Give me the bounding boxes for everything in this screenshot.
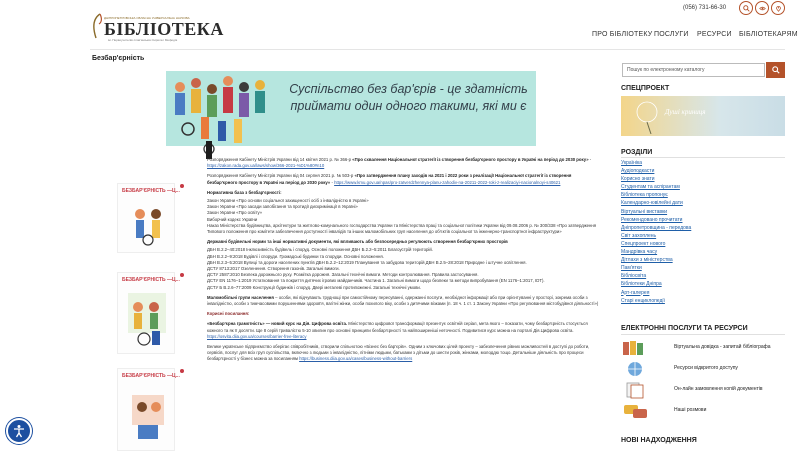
decree-2-text: Розпорядження Кабінету Міністрів України від 04 серпня 2021 р. № 503-р: [207, 173, 355, 179]
infographic-1[interactable]: [117, 183, 180, 253]
norm-item: ДБН В.2.3–5:2018 Вулиці та дороги населених пунктів ДБН Б.2.2–12:2019 Планування та забудова територій ДБН В.2.5–28:2018 Природне і штучне освітлення.: [207, 259, 527, 265]
eservice-item[interactable]: [621, 338, 785, 358]
norm-item: ДСТУ 8713:2017 Озеленення. Створення газонів. Загальні вимоги.: [207, 266, 340, 272]
search-icon: [772, 66, 780, 74]
special-project-caption: Душі криниця: [665, 108, 706, 116]
logo-small-text: ДНІПРОПЕТРОВСЬКА ОБЛАСНА УНІВЕРСАЛЬНА НАУКОВА: [104, 16, 190, 20]
infographic-1-illustration: [128, 200, 168, 250]
accessibility-icon: [12, 424, 26, 438]
law-list: [207, 198, 602, 235]
marker-dot: [180, 184, 184, 188]
decree-2-link[interactable]: https://www.kmu.gov.ua/npas/pro-zatverdzhennya-planu-zahodiv-na-20211-2022-roki-z-realizaciyi-nacionalnoyi-s40621: [334, 179, 561, 185]
section-link[interactable]: Україніка: [621, 160, 643, 166]
dandelion-illustration: [625, 98, 675, 134]
sections-divider: [621, 157, 785, 158]
section-link[interactable]: Бібліотеки Дніпра: [621, 281, 662, 288]
law-item: Закон України «Про засади запобігання та протидії дискримінації в Україні»: [207, 204, 358, 210]
section-link[interactable]: Віртуальні виставки: [621, 208, 668, 215]
eservice-item[interactable]: [621, 380, 785, 400]
nav-resources[interactable]: РЕСУРСИ: [697, 31, 732, 38]
norm-item: ДСТУ EN 1176–1:2019 Устатковання та покриття дитячих ігрових майданчиків. Частина 1. Загальні вимоги щодо безпеки та методи випробування (EN 1176–1:2017, IDT).: [207, 278, 545, 284]
hero-banner: [166, 71, 536, 146]
infographic-3-caption: БЕЗБАР'ЄРНІСТЬ —Ц...: [122, 373, 180, 379]
heading-building-norms: Державні будівельні норми та інші нормативні документи, які впливають або безпосередньо регулюють створення безбар'єрних просторів: [207, 239, 508, 245]
sections-list: [621, 159, 785, 305]
section-link[interactable]: Світ захоплень: [621, 232, 657, 239]
phone-number[interactable]: (056) 731-66-30: [683, 5, 727, 11]
globe-icon: [621, 360, 650, 378]
search-icon: [743, 5, 750, 12]
eservice-label: Ресурси відкритого доступу: [674, 365, 738, 371]
search-button[interactable]: [739, 1, 753, 15]
section-link[interactable]: Корисно знати: [621, 176, 655, 183]
conversation-icon: [621, 402, 650, 420]
section-link[interactable]: Рекомендовано прочитати: [621, 216, 683, 223]
business-text: Велике українське підприємство оберігає співробітників, створили спільнотою «Бізнес без бар'єрів». Одним з ключових цілей проекту – забезпечення рівних можливостей в доступі до роботи, сервісів, послуг для всіх груп суспільства, включно з людьми з інвалідністю, літніми людьми, батьками з дітьми до шести років, жінками, молоддю тощо. Детальніше діяльність про процеси безбар'єрності у бізнес можна за посиланням: [207, 344, 590, 362]
section-link[interactable]: Спецпроект нового: [621, 240, 666, 247]
infographic-2-illustration: [124, 287, 170, 351]
infographic-2-caption: БЕЗБАР'ЄРНІСТЬ —Ц...: [122, 277, 180, 283]
norm-item: ДСТУ 2587:2010 Безпека дорожнього руху. Розмітка дорожня. Загальні технічні вимоги. Методи контролювання. Правила застосування.: [207, 272, 479, 278]
paragraph-plan: Розпорядження Кабінету Міністрів України від 04 серпня 2021 р. № 503-р «Про затвердження плану заходів на 2021 і 2022 роки з реалізації Національної стратегії із створення безбар'єрного простору в Україні на період до 2030 року» - https://www.kmu.gov.ua/npas/pro-zatverdzhennya-planu-zahodiv-na-20211-2022-roki-z-realizaciyi-nacionalnoyi-s40621: [207, 173, 572, 185]
section-link[interactable]: Бібліосвіта: [621, 273, 647, 280]
nav-about[interactable]: ПРО БІБЛІОТЕКУ: [592, 31, 653, 38]
norm-item: ДБН В.2.2–9:2018 Будівлі і споруди. Громадські будинки та споруди. Основні положення.: [207, 253, 384, 259]
section-link[interactable]: Студентам та аспірантам: [621, 184, 680, 191]
library-logo[interactable]: [90, 12, 224, 44]
mobility-definition: – особи, які відчувають труднощі при самостійному пересуванні, одержанні послуги, необхідної інформації або при орієнтуванні у просторі, зокрема особи з інвалідністю, особи з тимчасовими порушеннями здоров'я, вагітні жінки, особи похилого віку, особи з дитячими візками (п. 18 ч. 1 ст. 1 Закону України «Про регулювання містобудівної діяльності»): [207, 294, 599, 307]
decree-1-text: Розпорядження Кабінету Міністрів України від 14 квітня 2021 р. № 366-р: [207, 157, 353, 162]
logo-word: БІБЛІОТЕКА: [104, 19, 224, 39]
section-link[interactable]: Пам'ятки: [621, 265, 642, 272]
sections-heading: РОЗДІЛИ: [621, 149, 653, 156]
law-item: Закон України «Про освіту»: [207, 210, 263, 216]
eservice-item[interactable]: [621, 401, 785, 421]
special-project-banner[interactable]: [621, 96, 785, 136]
marker-dot: [180, 273, 184, 277]
business-link[interactable]: https://business.diia.gov.ua/cases/business-without-barriers: [299, 356, 413, 362]
infographic-2[interactable]: [117, 272, 180, 354]
decree-1-link[interactable]: https://zakon.rada.gov.ua/laws/show/366-2021-%D1%80#n10: [207, 163, 325, 169]
infographic-3[interactable]: [117, 368, 180, 451]
marker-dot: [180, 369, 184, 373]
section-link[interactable]: Дітлахи з міністерства: [621, 257, 673, 264]
course-link[interactable]: https://osvita.diia.gov.ua/courses/barrier-free-literacy: [207, 333, 307, 339]
logo-mark-icon: [90, 12, 104, 40]
paragraph-course: [207, 321, 602, 340]
infographic-3-illustration: [126, 385, 170, 445]
law-item: Виборчий кодекс України: [207, 216, 258, 222]
section-link[interactable]: Дніпропетровщина - передова: [621, 224, 692, 231]
logo-subtitle: ім. Первоучителів слов'янських Кирила і Мефодія: [108, 38, 178, 42]
page-title: Безбар'єрність: [92, 55, 145, 62]
course-title: «Безбар'єрна грамотність» — новий курс на Дія. Цифрова освіта.: [207, 321, 348, 327]
books-icon: [621, 339, 650, 357]
heading-useful-links: Корисні посилання:: [207, 311, 250, 317]
section-link[interactable]: Арт-галерея: [621, 289, 650, 296]
heading-legal-base: Нормативна база з безбар'єрності:: [207, 189, 282, 195]
eye-icon: [759, 5, 766, 12]
paragraph-business: [207, 344, 602, 363]
catalog-search-input[interactable]: Пошук по електронному каталогу: [622, 63, 765, 77]
article-content: [207, 157, 602, 367]
accessibility-button[interactable]: [6, 418, 32, 444]
eservice-label: Он-лайн замовлення копій документів: [674, 386, 763, 392]
banner-slogan: Суспільство без бар'єрів - це здатність приймати один одного такими, які ми є: [289, 82, 528, 113]
nav-services[interactable]: ПОСЛУГИ: [654, 31, 689, 38]
decree-1-title: «Про схвалення Національної стратегії із створення безбар'єрного простору в Україні на період до 2030 року»: [352, 157, 589, 162]
eservice-item[interactable]: [621, 359, 785, 379]
accessibility-view-button[interactable]: [755, 1, 769, 15]
eservice-label: Віртуальна довідка - запитай бібліографа: [674, 344, 771, 350]
section-link[interactable]: Бібліотека пропонує: [621, 192, 668, 199]
mobility-term: Маломобільні групи населення: [207, 294, 274, 300]
course-text: Міністерство цифрової трансформації презентує освітній серіал, мета якого – показати, чому безбар'єрність стосується кожного та як її досягти. Ще 8 серій тривалістю 5-10 хвилин про основні принципи безбар'єрності та найпоширеніші неточності. Подивитися курс можна на порталі Дія.Цифрова освіта.: [207, 321, 588, 333]
paragraph-strategy: Розпорядження Кабінету Міністрів України від 14 квітня 2021 р. № 366-р «Про схвалення Національної стратегії із створення безбар'єрного простору в Україні на період до 2030 року» - https://zakon.rada.gov.ua/laws/show/366-2021-%D1%80#n10: [207, 157, 592, 169]
norm-item: ДБН В.2.2–40:2018 Інклюзивність будівель і споруд. Основні положення ДБН Б.2.2–5:2011 Благоустрій територій.: [207, 247, 433, 253]
eservices-heading: ЕЛЕКТРОННІ ПОСЛУГИ ТА РЕСУРСИ: [621, 325, 748, 332]
section-link[interactable]: Аудіоподкасти: [621, 168, 655, 175]
location-button[interactable]: [771, 1, 785, 15]
site-header: [0, 0, 800, 48]
eservices-divider: [621, 334, 785, 335]
special-project-heading: СПЕЦПРОЕКТ: [621, 85, 670, 92]
paragraph-mobility-groups: [207, 295, 602, 307]
norms-list: [207, 247, 602, 290]
decree-2-title: «Про затвердження плану заходів на 2021 і 2022 роки з реалізації Національної стратегії із створення безбар'єрного простору в Україні на період до 2030 року»: [207, 173, 572, 185]
nav-librarians[interactable]: БІБЛІОТЕКАРЯМ: [739, 31, 798, 38]
new-arrivals-heading: НОВІ НАДХОДЖЕННЯ: [621, 437, 697, 444]
section-link[interactable]: Старі енциклопедії: [621, 297, 665, 304]
location-icon: [775, 5, 782, 12]
header-divider: [90, 49, 785, 50]
section-link[interactable]: Мандрівка часу: [621, 249, 658, 256]
eservice-label: Наші розмови: [674, 407, 707, 413]
norm-item: ДСТУ Б В.2.6–77:2009 Конструкції будинків і споруд. Двері металеві протипожежні. Загальні технічні умови.: [207, 284, 422, 290]
section-link[interactable]: Календарно-ювілейні дати: [621, 200, 683, 207]
catalog-search-button[interactable]: [766, 62, 785, 78]
infographic-1-caption: БЕЗБАР'ЄРНІСТЬ —Ц...: [122, 188, 180, 194]
law-item: Наказ Міністерства будівництва, архітектури та житлово-комунального господарства України та Міністерства праці та соціальної політики України від 09.08.2006 р. № 300/338 «Про затвердження Типового положення про комітети забезпечення доступності інвалідів та інших маломобільних груп населення до об'єктів соціальної та інженерно-транспортної інфраструктури»: [207, 222, 597, 235]
document-copy-icon: [621, 381, 650, 399]
law-item: Закон України «Про основи соціальної захищеності осіб з інвалідністю в Україні»: [207, 198, 369, 204]
people-illustration: [166, 71, 286, 171]
